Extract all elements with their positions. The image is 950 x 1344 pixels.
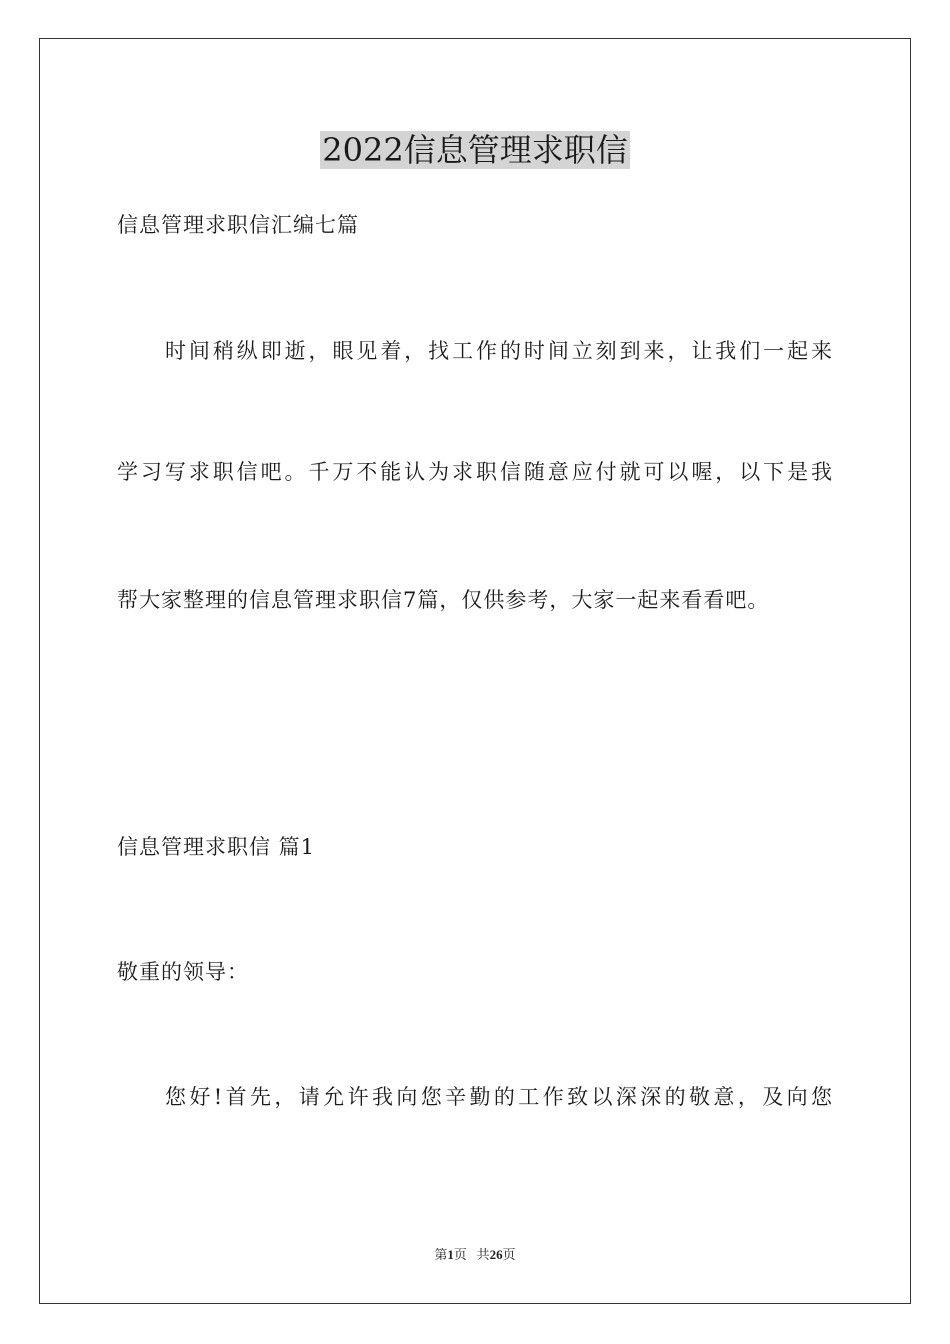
page-number: 1 [447,1247,454,1262]
body-line-1: 您好!首先，请允许我向您辛勤的工作致以深深的敬意，及向您 [165,1085,833,1109]
page-prefix: 第 [434,1247,448,1262]
intro-line-3: 帮大家整理的信息管理求职信7篇，仅供参考，大家一起来看看吧。 [117,588,770,612]
intro-line-1: 时间稍纵即逝，眼见着，找工作的时间立刻到来，让我们一起来 [165,339,833,363]
salutation: 敬重的领导： [117,960,249,984]
section-heading: 信息管理求职信 篇1 [117,835,316,859]
total-pages: 26 [489,1247,503,1262]
page-footer [0,1246,950,1264]
document-subtitle: 信息管理求职信汇编七篇 [117,213,359,237]
document-title [0,126,950,174]
intro-line-2: 学习写求职信吧。千万不能认为求职信随意应付就可以喔，以下是我 [117,460,833,484]
total-suffix: 页 [502,1247,516,1262]
page-suffix: 页 [453,1247,467,1262]
total-prefix: 共 [476,1247,490,1262]
document-title-text: 2022信息管理求职信 [322,131,628,169]
